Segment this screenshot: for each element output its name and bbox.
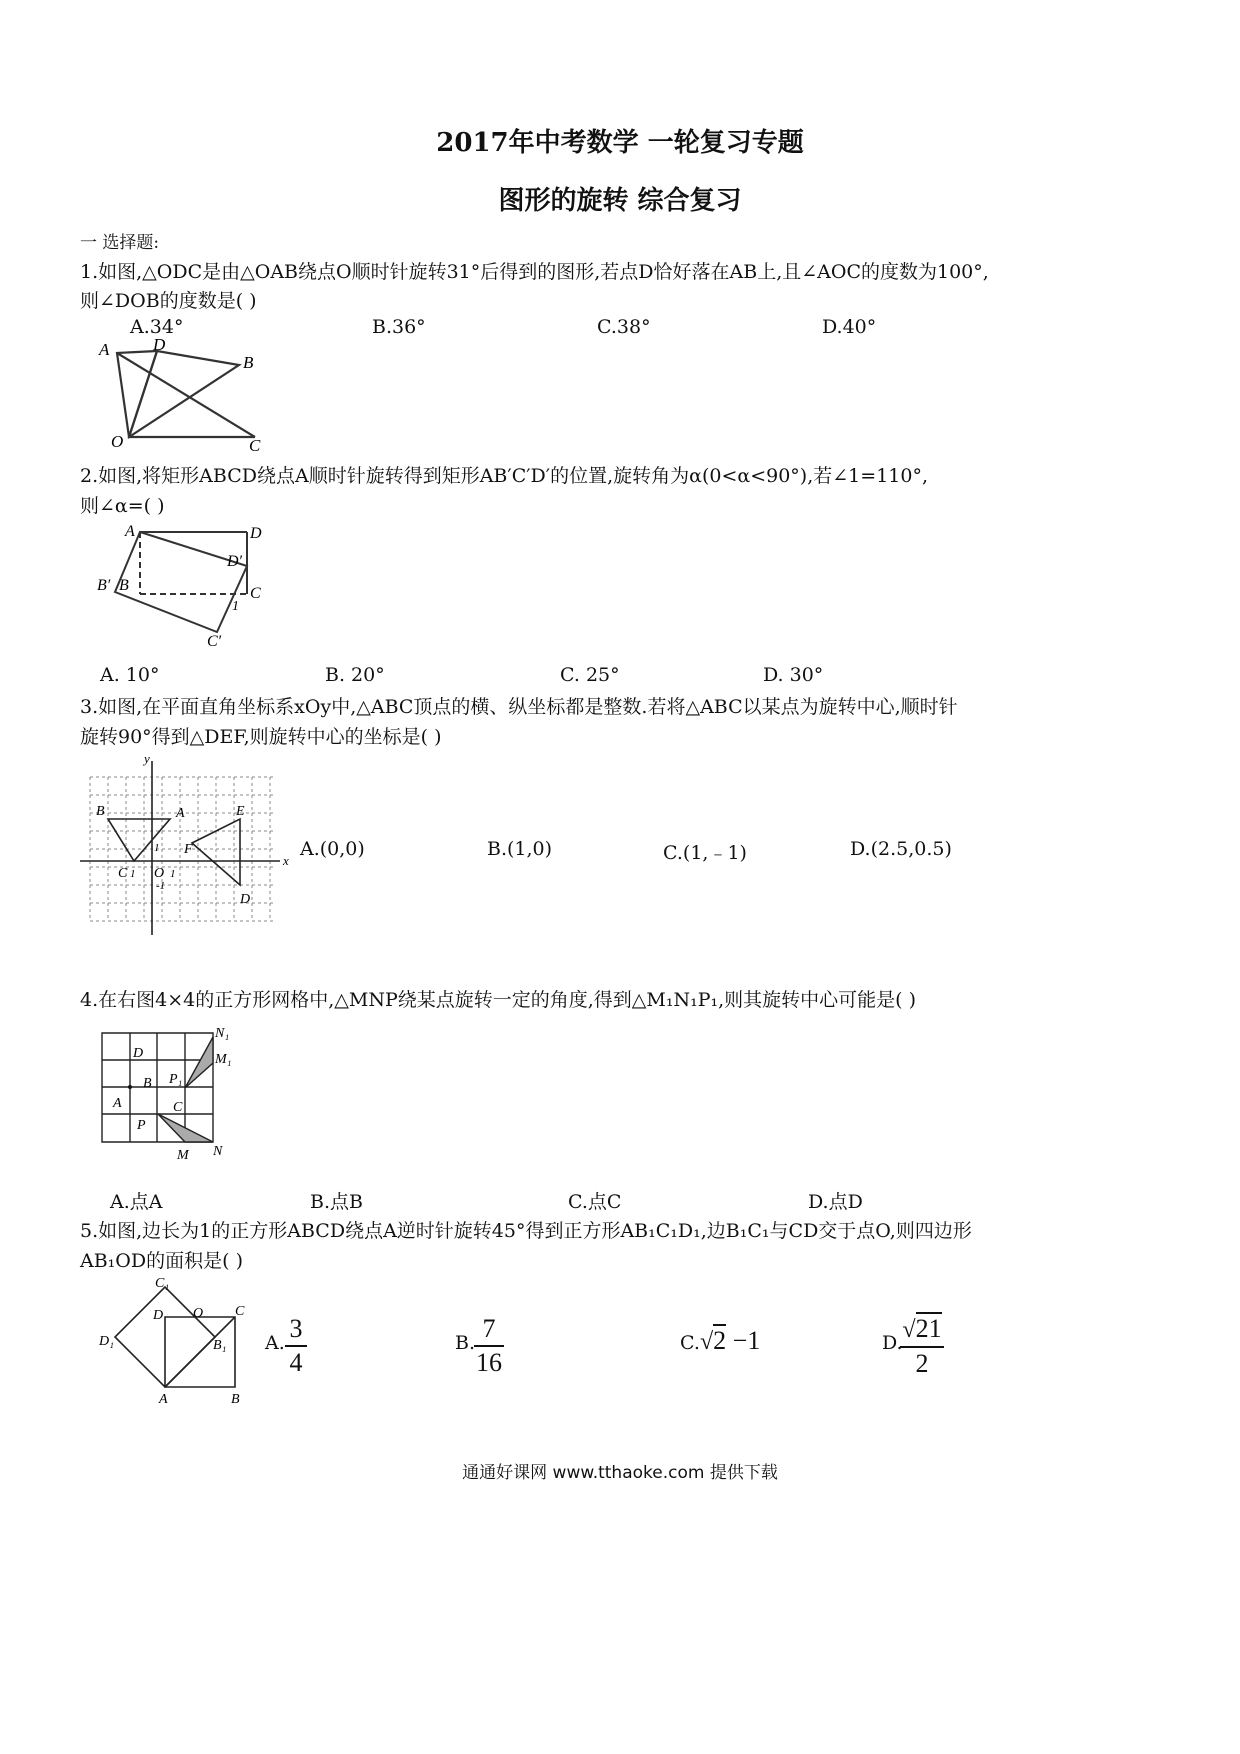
q2-label-b: B (119, 577, 129, 594)
q4-label-p1: P₁ (169, 1072, 183, 1087)
q5-option-a-denominator: 4 (289, 1348, 303, 1377)
q5-option-c-rest: −1 (726, 1326, 761, 1355)
q4-label-c: C (173, 1100, 183, 1115)
q4-label-m1: M₁ (215, 1052, 232, 1067)
q3-option-b: B.(1,0) (487, 838, 553, 860)
q3-tick-neg-x1: 1 (130, 868, 136, 880)
q4-point-b-marker (128, 1085, 132, 1089)
q5-option-c-radical-sign: √ (700, 1329, 714, 1355)
q3-tick-y1: 1 (154, 842, 160, 854)
q1-option-c: C.38° (597, 316, 651, 338)
q5-label-c1: C₁ (155, 1276, 170, 1291)
q3-label-c: C (118, 866, 128, 881)
page-subtitle: 图形的旋转 综合复习 (498, 186, 742, 216)
q5-option-d-numerator: √21 (902, 1314, 942, 1343)
q3-text-line1: 3.如图,在平面直角坐标系xOy中,△ABC顶点的横、纵坐标都是整数.若将△ABC以某点为旋转中心,顺时针 (80, 696, 958, 718)
q4-text-line1: 4.在右图4×4的正方形网格中,△MNP绕某点旋转一定的角度,得到△M₁N₁P₁,则其旋转中心可能是( ) (80, 989, 917, 1011)
q3-option-a: A.(0,0) (300, 838, 365, 860)
q5-option-d-denominator: 2 (915, 1349, 929, 1378)
q2-text-line2: 则∠α=( ) (80, 495, 165, 517)
q3-tick-x1: 1 (170, 868, 176, 880)
q5-option-c-radicand: 2 (713, 1326, 727, 1355)
q5-label-b: B (231, 1392, 240, 1407)
q4-figure (95, 1025, 245, 1165)
q2-label-a: A (125, 523, 135, 540)
q4-label-d: D (133, 1046, 144, 1061)
q5-label-d1: D₁ (99, 1334, 114, 1349)
q5-label-o: O (193, 1306, 204, 1321)
q4-label-a: A (113, 1096, 122, 1111)
q4-label-n: N (213, 1144, 223, 1159)
q5-option-b-denominator: 16 (476, 1348, 502, 1377)
q2-option-c: C. 25° (560, 664, 620, 686)
q2-label-c-prime: C′ (207, 633, 222, 650)
q5-option-a-letter: A. (265, 1332, 285, 1354)
q5-option-c-expression (700, 1326, 760, 1356)
q1-option-a: A.34° (130, 316, 184, 338)
q3-option-c: C.(1,﹣1) (663, 842, 747, 864)
q5-option-d-letter: D. (882, 1332, 903, 1354)
q5-label-b1: B₁ (213, 1338, 227, 1353)
q3-option-d: D.(2.5,0.5) (850, 838, 952, 860)
q3-tick-neg-y1: -1 (156, 880, 166, 892)
q2-option-b: B. 20° (325, 664, 385, 686)
q4-label-m: M (177, 1148, 189, 1163)
q3-label-origin: O (154, 866, 165, 881)
q1-label-o: O (111, 432, 124, 451)
q1-text-line2: 则∠DOB的度数是( ) (80, 290, 257, 312)
q3-label-x-axis: x (283, 853, 289, 868)
q5-text-line2: AB₁OD的面积是( ) (80, 1250, 243, 1272)
page-footer: 通通好课网 www.tthaoke.com 提供下载 (462, 1463, 778, 1483)
q1-label-d: D (153, 335, 166, 354)
q2-label-d: D (250, 525, 262, 542)
q5-option-c-letter: C. (680, 1332, 700, 1354)
q2-figure (95, 520, 270, 650)
q1-text-line1: 1.如图,△ODC是由△OAB绕点O顺时针旋转31°后得到的图形,若点D恰好落在AB上,且∠AOC的度数为100°, (80, 261, 989, 283)
q4-label-b: B (143, 1076, 152, 1091)
q4-option-b: B.点B (310, 1191, 363, 1213)
q5-option-d-radicand: 21 (915, 1314, 942, 1343)
q1-figure (95, 335, 270, 455)
q3-figure (80, 755, 295, 940)
q5-option-b-fraction (474, 1314, 504, 1378)
q2-label-b-prime: B′ (97, 577, 111, 594)
section-heading: 一 选择题: (80, 233, 160, 253)
q5-label-c: C (235, 1304, 245, 1319)
q5-label-d: D (153, 1308, 164, 1323)
q3-label-a: A (176, 806, 185, 821)
q1-label-b: B (243, 353, 254, 372)
q4-option-c: C.点C (568, 1191, 622, 1213)
q1-label-c: C (249, 436, 261, 455)
q5-option-d-fraction (900, 1314, 944, 1379)
q4-label-p: P (137, 1118, 146, 1133)
q3-label-b: B (96, 804, 105, 819)
q3-text-line2: 旋转90°得到△DEF,则旋转中心的坐标是( ) (80, 726, 442, 748)
q2-text-line1: 2.如图,将矩形ABCD绕点A顺时针旋转得到矩形AB′C′D′的位置,旋转角为α(0<α<90°),若∠1=110°, (80, 465, 928, 487)
q5-text-line1: 5.如图,边长为1的正方形ABCD绕点A逆时针旋转45°得到正方形AB₁C₁D₁,边B₁C₁与CD交于点O,则四边形 (80, 1220, 972, 1242)
q2-option-d: D. 30° (763, 664, 824, 686)
q5-label-a: A (159, 1392, 168, 1407)
q2-label-d-prime: D′ (227, 553, 243, 570)
q4-option-a: A.点A (110, 1191, 163, 1213)
q3-label-f: F (184, 842, 193, 857)
q5-option-a-numerator: 3 (289, 1314, 303, 1343)
q4-option-d: D.点D (808, 1191, 863, 1213)
q1-label-a: A (99, 340, 110, 359)
q3-label-y-axis: y (144, 755, 150, 766)
q2-label-c: C (250, 585, 261, 602)
q5-option-b-letter: B. (455, 1332, 476, 1354)
q5-option-b-numerator: 7 (482, 1314, 496, 1343)
page-title: 2017年中考数学 一轮复习专题 (436, 128, 804, 158)
q5-figure (95, 1275, 260, 1410)
q3-label-e: E (236, 804, 245, 819)
q2-label-angle-1: 1 (232, 599, 239, 614)
q1-option-d: D.40° (822, 316, 877, 338)
q3-label-d: D (240, 892, 251, 907)
q4-label-n1: N₁ (215, 1026, 230, 1041)
q2-option-a: A. 10° (100, 664, 160, 686)
q1-option-b: B.36° (372, 316, 426, 338)
q5-option-a-fraction (285, 1314, 307, 1378)
